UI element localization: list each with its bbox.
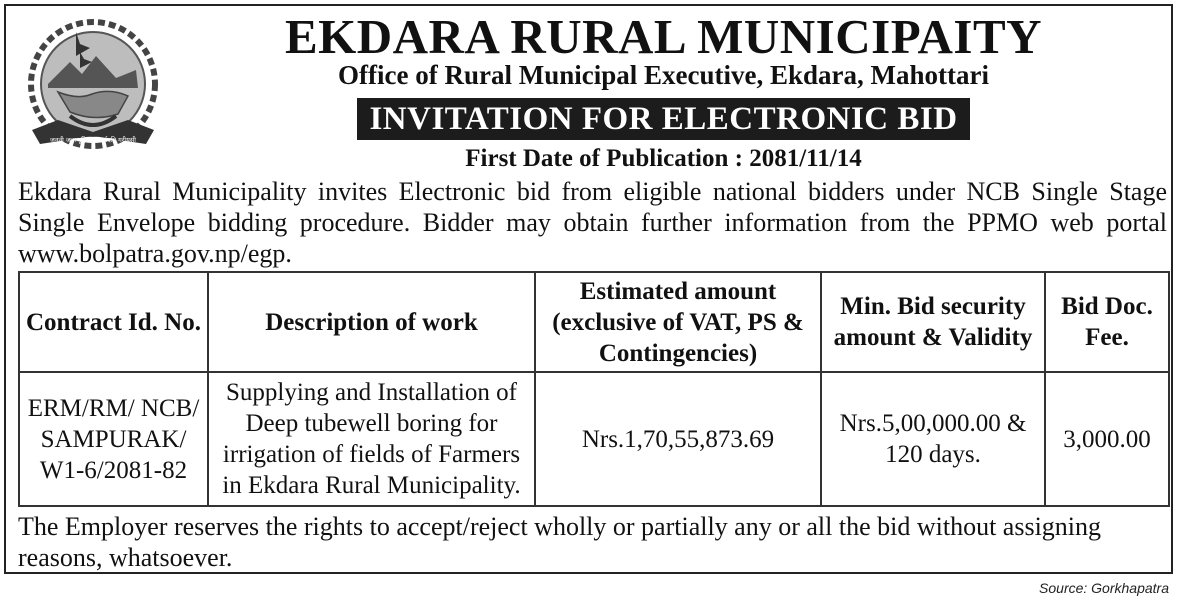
table-header-row (19, 272, 1169, 372)
header-estimated-amount: Estimated amount (exclusive of VAT, PS & Contingencies) (535, 272, 821, 372)
notice-frame (4, 4, 1173, 574)
nepal-emblem-icon (18, 12, 168, 162)
cell-description: Supplying and Installation of Deep tubewell boring for irrigation of fields of Farmers in Ekdara Rural Municipality. (208, 372, 535, 506)
source-credit: Source: Gorkhapatra (1039, 580, 1169, 596)
header-doc-fee: Bid Doc. Fee. (1045, 272, 1169, 372)
cell-bid-security: Nrs.5,00,000.00 & 120 days. (821, 372, 1045, 506)
header-bid-security: Min. Bid security amount & Validity (821, 272, 1045, 372)
municipality-title: EKDARA RURAL MUNICIPAITY (284, 9, 1043, 64)
cell-doc-fee: 3,000.00 (1045, 372, 1169, 506)
emblem-caption: जननी जन्मभूमिश्च स्वर्गादपि गरीयसी (50, 136, 136, 144)
office-subtitle: Office of Rural Municipal Executive, Ekdara, Mahottari (338, 60, 989, 90)
publication-date: First Date of Publication : 2081/11/14 (465, 145, 862, 172)
cell-estimated-amount: Nrs.1,70,55,873.69 (535, 372, 821, 506)
banner-wrapper (156, 98, 1171, 140)
header-contract-id: Contract Id. No. (19, 272, 208, 372)
footer-disclaimer: The Employer reserves the rights to accept/reject wholly or partially any or all the bid without assigning reasons, whatsoever. (18, 512, 1102, 572)
table-row (19, 372, 1169, 506)
cell-contract-id: ERM/RM/ NCB/ SAMPURAK/ W1-6/2081-82 (19, 372, 208, 506)
intro-paragraph: Ekdara Rural Municipality invites Electronic bid from eligible national bidders under NCB Single Stage Single Envelope bidding procedure. Bidder may obtain further information from the PPMO web portal www.bolpatra.gov.np/egp. (18, 177, 1167, 268)
bid-table (18, 271, 1170, 507)
invitation-banner: INVITATION FOR ELECTRONIC BID (357, 98, 969, 140)
header-description: Description of work (208, 272, 535, 372)
